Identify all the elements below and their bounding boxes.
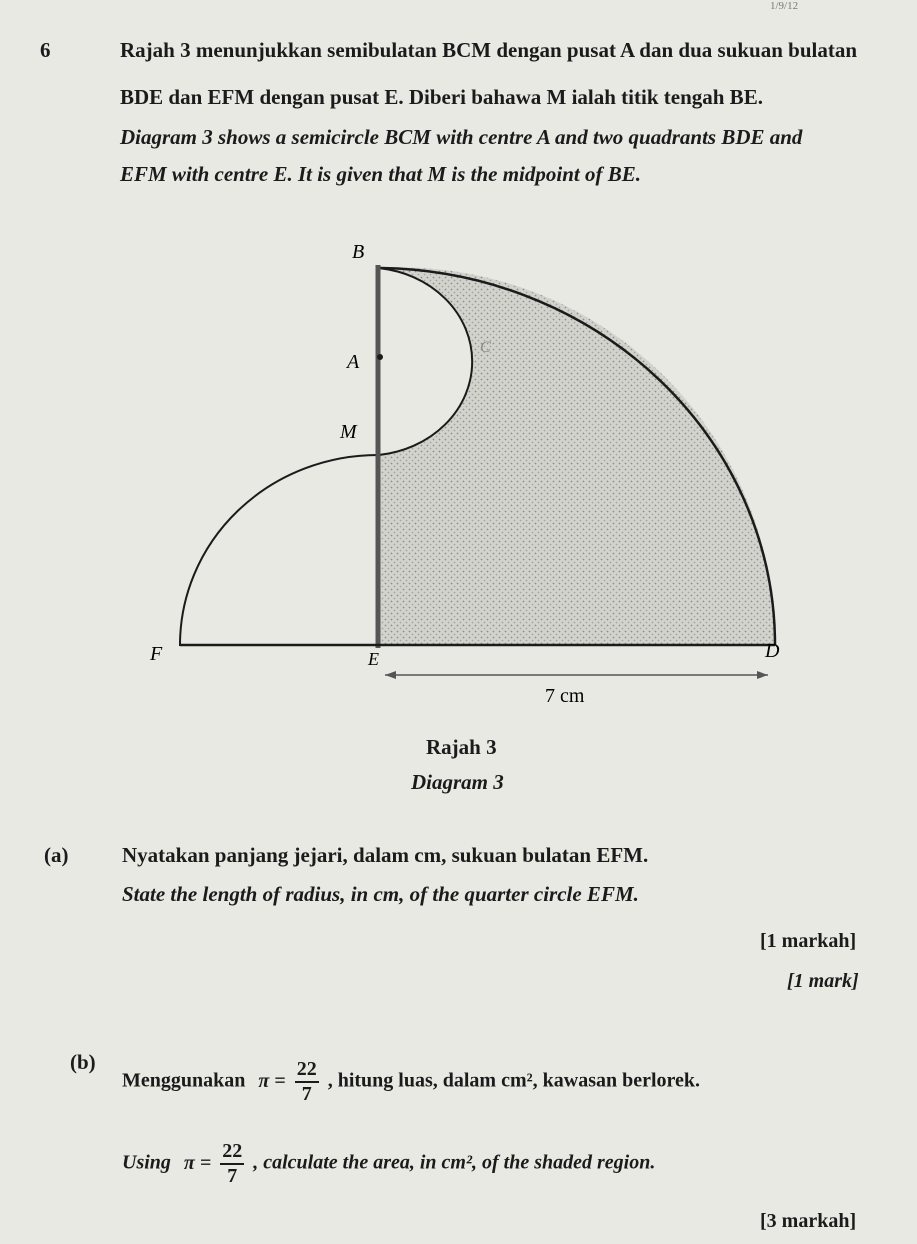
part-a-mark-malay: [1 markah]: [760, 930, 857, 952]
part-b-english-pre: Using: [122, 1151, 171, 1174]
question-malay-line-1: Rajah 3 menunjukkan semibulatan BCM dengan pusat A dan dua sukuan bulatan: [120, 38, 858, 62]
caption-malay: Rajah 3: [426, 735, 497, 759]
pi-symbol-english: π =: [183, 1151, 212, 1174]
pi-symbol: π =: [258, 1069, 286, 1092]
label-m: M: [340, 421, 357, 443]
quadrant-efm: [180, 455, 378, 645]
part-b-malay-pre: Menggunakan: [122, 1069, 246, 1092]
arrowhead-right: [757, 671, 768, 679]
part-a-mark-english: [1 mark]: [787, 970, 859, 992]
label-f: F: [150, 643, 163, 665]
part-a-english: State the length of radius, in cm, of the quarter circle EFM.: [122, 882, 639, 906]
part-a-malay: Nyatakan panjang jejari, dalam cm, sukuan bulatan EFM.: [122, 843, 649, 867]
fraction-22-7-english: [220, 1140, 244, 1188]
question-malay-line-2: BDE dan EFM dengan pusat E. Diberi bahawa M ialah titik tengah BE.: [120, 85, 763, 109]
part-a-label: (a): [44, 843, 69, 867]
label-d: D: [765, 640, 780, 662]
part-b-malay-post: , hitung luas, dalam cm², kawasan berlorek.: [327, 1069, 701, 1092]
question-number: 6: [40, 38, 51, 62]
arrowhead-left: [385, 671, 396, 679]
label-b: B: [352, 241, 365, 263]
part-b-label: (b): [70, 1050, 96, 1074]
part-b-mark-malay: [3 markah]: [760, 1210, 857, 1232]
fraction-denominator-english: 7: [227, 1165, 238, 1187]
caption-english: Diagram 3: [411, 770, 504, 794]
part-b-english-line: [122, 1140, 655, 1188]
part-b-english-post: , calculate the area, in cm², of the shaded region.: [253, 1151, 656, 1174]
fraction-denominator: 7: [301, 1083, 312, 1105]
label-c: C: [480, 339, 491, 356]
fraction-numerator-english: 22: [220, 1140, 244, 1165]
question-english-line-2: EFM with centre E. It is given that M is the midpoint of BE.: [120, 162, 642, 186]
fraction-22-7: [295, 1058, 319, 1106]
question-english-line-1: Diagram 3 shows a semicircle BCM with centre A and two quadrants BDE and: [120, 125, 803, 149]
dimension-label: 7 cm: [545, 685, 585, 707]
part-b-malay-line: [122, 1058, 700, 1106]
corner-annotation: 1/9/12: [770, 0, 799, 12]
label-a: A: [347, 351, 360, 373]
fraction-numerator: 22: [295, 1058, 319, 1083]
label-e: E: [368, 649, 379, 669]
centre-a-dot: [377, 354, 383, 360]
